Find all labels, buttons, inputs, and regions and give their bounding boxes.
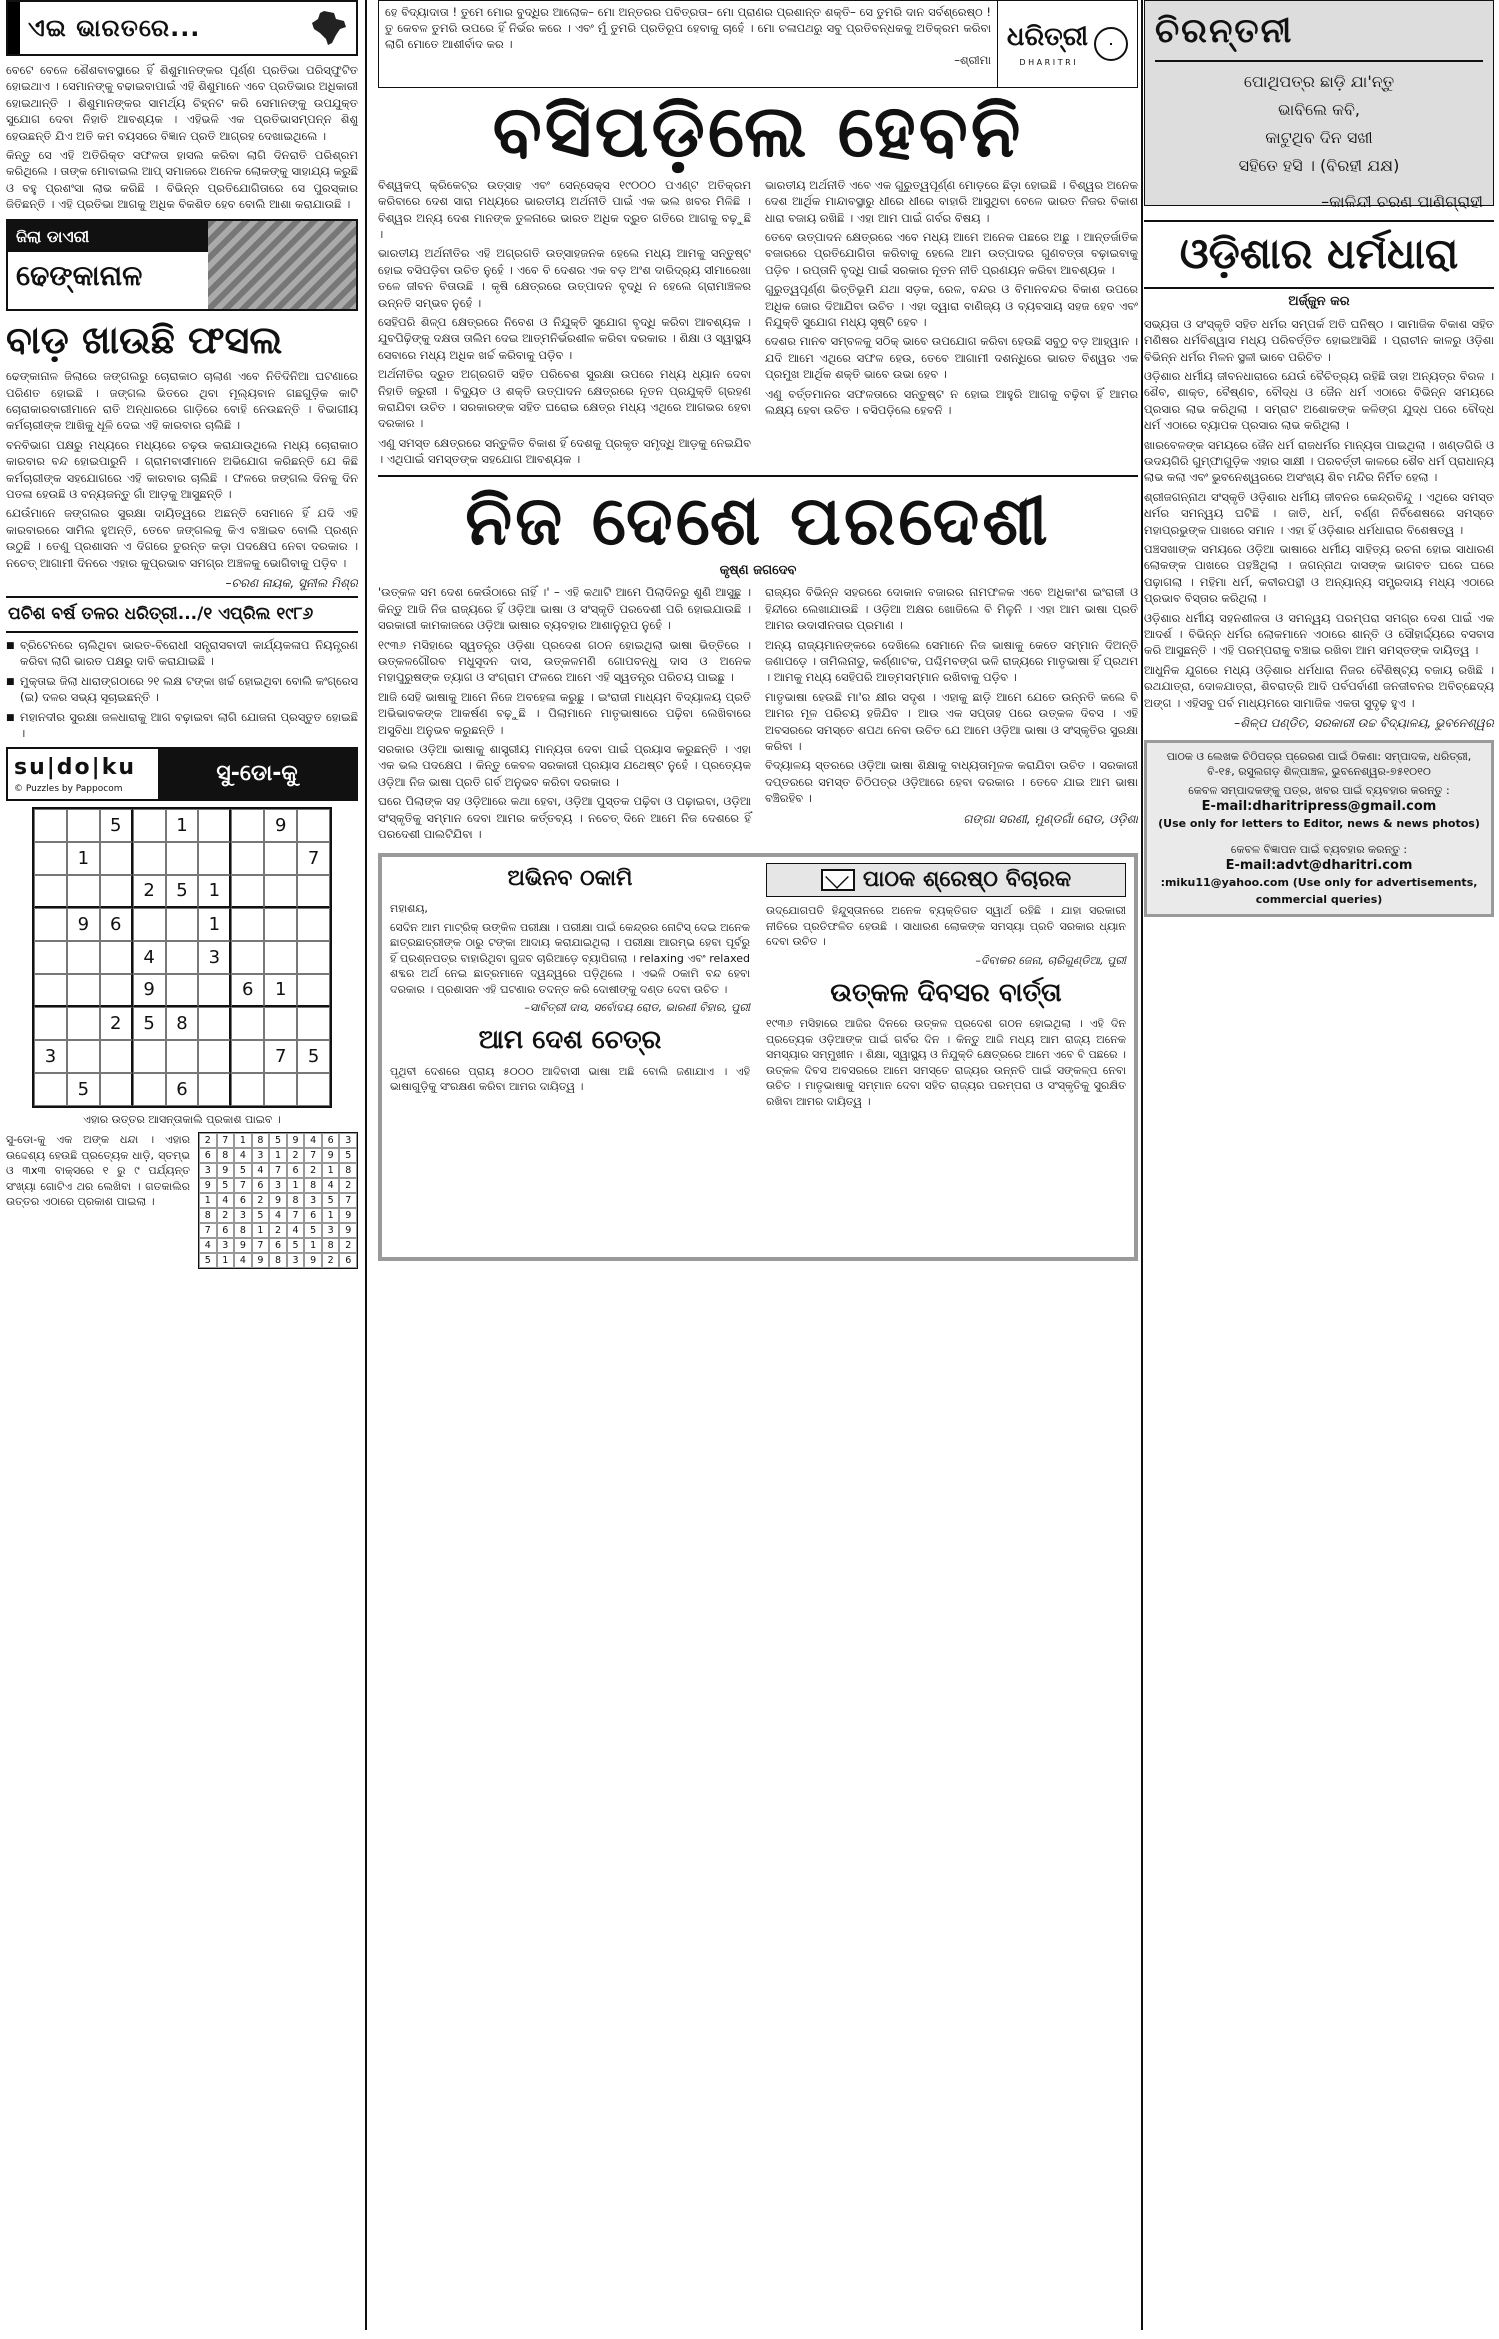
grid-cell: 6 <box>287 1163 305 1178</box>
center-column <box>378 0 1138 2330</box>
grid-cell: 9 <box>199 1178 217 1193</box>
grid-cell <box>297 1073 330 1106</box>
grid-cell: 4 <box>199 1238 217 1253</box>
grid-cell <box>198 1007 231 1040</box>
series-para-2: କିନ୍ତୁ ସେ ଏହି ଅତିରିକ୍ତ ସଫଳତା ହାସଲ କରିବା ଲାଗି ଦିନରାତି ପରିଶ୍ରମ କରିଥିଲେ । ତାଙ୍କ ମୋବାଇଲ ଆପ୍ ସମାଜରେ ଅନେକ ଲୋକଙ୍କୁ ସାହାଯ୍ୟ କରୁଛି ଓ ବହୁ ପ୍ରଶଂସା ଲାଭ କରିଛି । ବିଭିନ୍ନ ପ୍ରତିଯୋଗିତାରେ ସେ ପୁରସ୍କାର ଜିତିଛନ୍ତି । ଏହି ପ୍ରତିଭା ଆଗକୁ ଅଧିକ ବିକଶିତ ହେବ ବୋଲି ଆଶା କରାଯାଉଛି । <box>6 148 358 212</box>
grid-cell <box>297 941 330 974</box>
india-map-icon <box>306 9 350 47</box>
grid-cell: 6 <box>304 1208 322 1223</box>
grid-cell: 1 <box>217 1253 235 1268</box>
lead-para: ଦେଶର ମାନବ ସମ୍ବଳକୁ ସଠିକ୍ ଭାବେ ଉପଯୋଗ କରିବା ହେଉଛି ସବୁଠୁ ବଡ଼ ଆହ୍ୱାନ । ଯଦି ଆମେ ଏଥିରେ ସଫଳ ହେଉ, ତେବେ ଆଗାମୀ ଦଶନ୍ଧିରେ ଭାରତ ବିଶ୍ୱର ଏକ ପ୍ରମୁଖ ଆର୍ଥିକ ଶକ୍ତି ଭାବେ ଉଭା ହେବ । <box>765 334 1138 382</box>
grid-cell: 4 <box>287 1223 305 1238</box>
grid-cell <box>34 908 67 941</box>
contact-editor-email[interactable]: E-mail:dharitripress@gmail.com <box>1201 799 1437 815</box>
letter1-salute: ମହାଶୟ, <box>390 902 428 916</box>
grid-cell: 5 <box>67 1073 100 1106</box>
grid-cell: 9 <box>322 1148 340 1163</box>
letter2-body: ପୃଥିବୀ ଦେଶରେ ପ୍ରାୟ ୫୦୦୦ ଆଦିବାସୀ ଭାଷା ଅଛି ବୋଲି ଜଣାଯାଏ । ଏହି ଭାଷାଗୁଡ଼ିକୁ ସଂରକ୍ଷଣ କରିବା ଆମର ଦାୟିତ୍ୱ । <box>390 1064 750 1094</box>
feature-para: ସଭ୍ୟତା ଓ ସଂସ୍କୃତି ସହିତ ଧର୍ମର ସମ୍ପର୍କ ଅତି ଘନିଷ୍ଠ । ସାମାଜିକ ବିକାଶ ସହିତ ମଣିଷର ଧର୍ମବିଶ୍ୱାସ ମଧ୍ୟ ପରିବର୍ତ୍ତିତ ହୋଇଆସିଛି । ପ୍ରାଚୀନ କାଳରୁ ଓଡ଼ିଶା ବିଭିନ୍ନ ଧର୍ମର ମିଳନ ସ୍ଥଳୀ ଭାବେ ପରିଚିତ । <box>1144 316 1494 364</box>
letter1-body: ସେଦିନ ଆମ ମାଟ୍ରିକ୍ ଉଙ୍କିଳ ପରୀକ୍ଷା । ପରୀକ୍ଷା ପାଇଁ କେନ୍ଦ୍ରର ନୋଟିସ୍ ଦେଇ ଅନେକ ଛାତ୍ରଛାତ୍ରୀଙ୍କ ଠାରୁ ଟଙ୍କା ଆଦାୟ କରାଯାଇଥିଲା । ପରୀକ୍ଷା ଆରମ୍ଭ ହେବା ପୂର୍ବରୁ ହିଁ ପ୍ରଶ୍ନପତ୍ର ବାହାରିଥିବା ଗୁଜବ ଚାରିଆଡ଼େ ବ୍ୟାପିଗଲା । relaxing ଏବଂ relaxed ଶବ୍ଦର ଅର୍ଥ ନେଇ ଛାତ୍ରମାନେ ଦ୍ୱନ୍ଦ୍ୱରେ ପଡ଼ିଥିଲେ । ଏଭଳି ଠକାମି ବନ୍ଦ ହେବା ଦରକାର । ପ୍ରଶାସନ ଏହି ଘଟଣାର ତଦନ୍ତ କରି ଦୋଷୀଙ୍କୁ ଦଣ୍ଡ ଦେବା ଉଚିତ । <box>390 920 750 996</box>
second-para: 'ଉତ୍କଳ ସମ ଦେଶ କେଉଁଠାରେ ନାହିଁ ।' – ଏହି କଥାଟି ଆମେ ପିଲାଦିନରୁ ଶୁଣି ଆସୁଛୁ । କିନ୍ତୁ ଆଜି ନିଜ ରାଜ୍ୟରେ ହିଁ ଓଡ଼ିଆ ଭାଷା ଓ ସଂସ୍କୃତି ପରଦେଶୀ ପରି ହୋଇଯାଉଛି । ସରକାରୀ କାମକାଜରେ ଓଡ଼ିଆ ଭାଷାର ବ୍ୟବହାର ଆଶାନୁରୂପ ନୁହେଁ । <box>378 585 751 633</box>
lead-para: ବିଶ୍ୱକପ୍ କ୍ରିକେଟ୍‌ର ଉତ୍ସାହ ଏବଂ ସେନ୍‌ସେକ୍ସ ୧୯୦୦୦ ପଏଣ୍ଟ ଅତିକ୍ରମ କରିବାରେ ଦେଶ ସାରା ମଧ୍ୟରେ ଭାରତୀୟ ଅର୍ଥନୀତି ପାଇଁ ଏକ ଭଲ ଖବର ମିଳିଛି । ବିଶ୍ୱର ଅନ୍ୟ ଦେଶ ମାନଙ୍କ ତୁଳନାରେ ଭାରତ ଅଧିକ ଦ୍ରୁତ ଗତିରେ ଆଗକୁ ବଢ଼ୁଛି । <box>378 177 751 242</box>
left-column <box>6 0 358 2330</box>
grid-cell <box>231 1073 264 1106</box>
quote-line: କାଟୁଥିବ ଦିନ ସଖୀ <box>1265 128 1373 148</box>
grid-cell <box>198 1040 231 1073</box>
district-label-block <box>8 221 208 309</box>
grid-cell <box>297 809 330 842</box>
grid-cell: 1 <box>304 1238 322 1253</box>
grid-cell <box>133 842 166 875</box>
grid-cell <box>264 941 297 974</box>
lead-article <box>378 177 1138 471</box>
grid-cell: 7 <box>287 1208 305 1223</box>
quote-line: ସହିତେ ହସି । (ବିରହୀ ଯକ୍ଷ) <box>1238 156 1400 176</box>
grid-cell <box>67 809 100 842</box>
grid-cell: 8 <box>234 1223 252 1238</box>
letter4-headline: ଉତ୍କଳ ଦିବସର ବାର୍ତ୍ତା <box>830 977 1062 1008</box>
solution-block <box>6 1132 358 1269</box>
section-divider <box>378 475 1138 477</box>
grid-cell <box>297 1007 330 1040</box>
grid-cell <box>264 842 297 875</box>
grid-cell: 7 <box>304 1148 322 1163</box>
letter3-sign: –ଦିବାକର ଜେନା, ଚାରିଗୁଣ୍ଡିଆ, ପୁରୀ <box>975 953 1126 967</box>
grid-cell: 1 <box>252 1223 270 1238</box>
grid-cell: 9 <box>287 1133 305 1148</box>
quote-author: –କାଳିନ୍ଦୀ ଚରଣ ପାଣିଗ୍ରାହୀ <box>1321 192 1483 212</box>
grid-cell: 5 <box>217 1178 235 1193</box>
grid-cell: 3 <box>217 1238 235 1253</box>
grid-cell: 5 <box>339 1148 357 1163</box>
letters-section-header <box>766 863 1126 897</box>
grid-cell <box>231 842 264 875</box>
feature-headline: ଓଡ଼ିଶାର ଧର୍ମଧାରା <box>1144 220 1494 289</box>
grid-cell: 8 <box>287 1193 305 1208</box>
grid-cell <box>34 974 67 1007</box>
grid-cell: 3 <box>304 1193 322 1208</box>
grid-cell: 8 <box>339 1163 357 1178</box>
second-headline: ନିଜ ଦେଶେ ପରଦେଶୀ <box>465 481 1051 561</box>
grid-cell <box>100 875 133 908</box>
letter1-sign: –ସାବିତ୍ରୀ ଦାସ, ସର୍ବୋଦୟ ରୋଡ, ଭାରଣୀ ବିହାର, ପୁରୀ <box>524 1001 750 1015</box>
grid-cell: 3 <box>269 1178 287 1193</box>
grid-cell: 8 <box>269 1253 287 1268</box>
grid-cell: 8 <box>252 1133 270 1148</box>
grid-cell <box>198 809 231 842</box>
grid-cell: 1 <box>198 875 231 908</box>
second-article <box>378 584 1138 845</box>
district-diary-box <box>6 219 358 311</box>
grid-cell <box>231 875 264 908</box>
grid-cell <box>166 1040 199 1073</box>
series-bar <box>8 2 20 54</box>
grid-cell: 2 <box>339 1238 357 1253</box>
grid-cell <box>34 1007 67 1040</box>
grid-cell <box>34 809 67 842</box>
grid-cell: 9 <box>67 908 100 941</box>
grid-cell: 2 <box>304 1163 322 1178</box>
second-article-sign: ଗଙ୍ଗା ସରଣୀ, ମୁଣ୍ଡଗାଁ ରୋଡ, ଓଡ଼ିଶା <box>963 811 1138 826</box>
grid-cell: 8 <box>322 1238 340 1253</box>
grid-cell: 5 <box>199 1253 217 1268</box>
grid-cell <box>34 1073 67 1106</box>
second-byline: କୃଷ୍ଣ ଜଗଦେବ <box>719 562 797 578</box>
logo-name: ଧରିତ୍ରୀ <box>1006 22 1089 53</box>
grid-cell <box>231 1040 264 1073</box>
lead-article-col-2 <box>765 177 1138 471</box>
grid-cell: 5 <box>304 1223 322 1238</box>
grid-cell: 1 <box>287 1178 305 1193</box>
solution-text: ସୁ-ଡୋ-କୁ ଏକ ଅଙ୍କ ଧନ୍ଦା । ଏହାର ଉଦ୍ଦେଶ୍ୟ ହେଉଛି ପ୍ରତ୍ୟେକ ଧାଡ଼ି, ସ୍ତମ୍ଭ ଓ ୩x୩ ବାକ୍ସରେ ୧ ରୁ ୯ ପର୍ଯ୍ୟନ୍ତ ସଂଖ୍ୟା ଗୋଟିଏ ଥର ଲେଖିବା । ଗତକାଲିର ଉତ୍ତର ଏଠାରେ ପ୍ରକାଶ ପାଇଲା । <box>6 1133 190 1208</box>
grid-cell <box>297 908 330 941</box>
grid-cell: 1 <box>199 1193 217 1208</box>
contact-box <box>1144 740 1494 917</box>
grid-cell: 8 <box>217 1148 235 1163</box>
grid-cell: 3 <box>322 1223 340 1238</box>
grid-cell <box>100 842 133 875</box>
grid-cell <box>100 1040 133 1073</box>
district-para-2: ବନବିଭାଗ ପକ୍ଷରୁ ମଧ୍ୟରେ ମଧ୍ୟରେ ଚଢ଼ଉ କରାଯାଉଥିଲେ ମଧ୍ୟ ଚୋରାକାଠ କାରବାର ବନ୍ଦ ହୋଇପାରୁନି । ଗ୍ରାମବାସୀମାନେ ଅଭିଯୋଗ କରିଛନ୍ତି ଯେ କିଛି କର୍ମଚାରୀଙ୍କ ସହଯୋଗରେ ଏହି କାରବାର ଚାଲିଛି । ଫଳରେ ଜଙ୍ଗଲ ଦିନକୁ ଦିନ ପତଳା ହେଉଛି ଓ ବନ୍ୟଜନ୍ତୁ ଗାଁ ଆଡ଼କୁ ଆସୁଛନ୍ତି । <box>6 437 358 501</box>
grid-cell: 4 <box>269 1208 287 1223</box>
sudoku-header <box>6 747 358 801</box>
grid-cell <box>34 875 67 908</box>
grid-cell: 4 <box>304 1133 322 1148</box>
grid-cell <box>264 1007 297 1040</box>
grid-cell: 9 <box>252 1253 270 1268</box>
grid-cell: 1 <box>67 842 100 875</box>
grid-cell: 9 <box>304 1253 322 1268</box>
grid-cell: 4 <box>252 1163 270 1178</box>
contact-ads-note: :miku11@yahoo.com (Use only for advertisements, commercial queries) <box>1160 876 1478 907</box>
district-label: ଜିଲା ଡାଏରୀ <box>8 221 208 252</box>
second-para: ଘରେ ପିଲାଙ୍କ ସହ ଓଡ଼ିଆରେ କଥା ହେବା, ଓଡ଼ିଆ ପୁସ୍ତକ ପଢ଼ିବା ଓ ପଢ଼ାଇବା, ଓଡ଼ିଆ ସଂସ୍କୃତିକୁ ସମ୍ମାନ ଦେବା ଆମର କର୍ତ୍ତବ୍ୟ । ନଚେତ୍ ଦିନେ ଆମେ ନିଜ ଦେଶରେ ହିଁ ପରଦେଶୀ ପାଲଟିଯିବା । <box>378 794 751 842</box>
prayer-note <box>379 1 997 87</box>
grid-cell: 7 <box>217 1133 235 1148</box>
grid-cell: 6 <box>100 908 133 941</box>
district-name: ଢେଙ୍କାନାଳ <box>16 258 143 292</box>
grid-cell <box>133 1073 166 1106</box>
second-article-col-2 <box>765 584 1138 845</box>
grid-cell: 7 <box>339 1193 357 1208</box>
quote-line: ଭାବିଲେ କବି, <box>1278 100 1360 120</box>
grid-cell <box>67 875 100 908</box>
logo-box <box>997 1 1137 87</box>
grid-cell: 4 <box>234 1253 252 1268</box>
grid-cell: 9 <box>234 1238 252 1253</box>
grid-cell: 9 <box>269 1193 287 1208</box>
quote-title: ଚିରନ୍ତନୀ <box>1155 7 1483 62</box>
contact-gap <box>1155 832 1483 842</box>
letters-col-1 <box>382 857 758 1257</box>
district-headline: ବାଡ଼ ଖାଉଛି ଫସଲ <box>6 317 283 362</box>
sudoku-logo <box>8 749 158 799</box>
lead-article-col-1 <box>378 177 751 471</box>
lead-para: ତେବେ ଉତ୍ପାଦନ କ୍ଷେତ୍ରରେ ଏବେ ମଧ୍ୟ ଆମେ ଅନେକ ପଛରେ ଅଛୁ । ଆନ୍ତର୍ଜାତିକ ବଜାରରେ ପ୍ରତିଯୋଗିତା କରିବାକୁ ହେଲେ ଆମ ଉତ୍ପାଦର ଗୁଣବତ୍ତା ବଢ଼ାଇବାକୁ ପଡ଼ିବ । ରପ୍ତାନି ବୃଦ୍ଧି ପାଇଁ ସରକାର ନୂତନ ନୀତି ପ୍ରଣୟନ କରିବା ଆବଶ୍ୟକ । <box>765 230 1138 277</box>
grid-cell <box>166 908 199 941</box>
lead-para: ଭାରତୀୟ ଅର୍ଥନୀତି ଏବେ ଏକ ଗୁରୁତ୍ୱପୂର୍ଣ୍ଣ ମୋଡ଼ରେ ଛିଡ଼ା ହୋଇଛି । ବିଶ୍ୱର ଅନେକ ଦେଶ ଆର୍ଥିକ ମାନ୍ଦାବସ୍ଥାରୁ ଧୀରେ ଧୀରେ ବାହାରି ଆସୁଥିବା ବେଳେ ଭାରତ ନିଜର ବିକାଶ ଧାରା ବଜାୟ ରଖିଛି । ଏହା ଆମ ପାଇଁ ଗର୍ବର ବିଷୟ । <box>765 177 1138 225</box>
grid-cell: 6 <box>339 1253 357 1268</box>
second-para: ମାତୃଭାଷା ହେଉଛି ମା'ର କ୍ଷୀର ସଦୃଶ । ଏହାକୁ ଛାଡ଼ି ଆମେ ଯେତେ ଉନ୍ନତି କଲେ ବି ଆମର ମୂଳ ପରିଚୟ ହଜିଯିବ । ଆଉ ଏକ ସପ୍ତାହ ପରେ ଉତ୍କଳ ଦିବସ । ଏହି ଅବସରରେ ସମସ୍ତେ ଶପଥ ନେବା ଉଚିତ ଯେ ଆମେ ଓଡ଼ିଆ ଭାଷା ଓ ସଂସ୍କୃତିର ସୁରକ୍ଷା କରିବା । <box>765 689 1138 753</box>
grid-cell <box>100 1073 133 1106</box>
masthead-strip <box>378 0 1138 88</box>
grid-cell: 6 <box>234 1193 252 1208</box>
grid-cell: 3 <box>34 1040 67 1073</box>
grid-cell: 5 <box>287 1238 305 1253</box>
past-item: ■ ମୁକ୍ତାଇ ଜିଲା ଧାରାଙ୍ଗଠାରେ ୨୧ ଲକ୍ଷ ଟଙ୍କା ଖର୍ଚ୍ଚ ହୋଇଥିବା ବୋଲି କଂଗ୍ରେସ (ଇ) ଦଳର ସଭ୍ୟ ସୂଚାଇଛନ୍ତି । <box>6 673 358 705</box>
grid-cell: 6 <box>252 1178 270 1193</box>
grid-cell: 2 <box>217 1208 235 1223</box>
grid-cell <box>264 1073 297 1106</box>
district-para-3: ଯେଉଁମାନେ ଜଙ୍ଗଲର ସୁରକ୍ଷା ଦାୟିତ୍ୱରେ ଅଛନ୍ତି ସେମାନେ ହିଁ ଯଦି ଏହି କାରବାରରେ ସାମିଲ ହୁଅନ୍ତି, ତେବେ ଜଙ୍ଗଲକୁ କିଏ ବଞ୍ଚାଇବ ବୋଲି ପ୍ରଶ୍ନ ଉଠୁଛି । ତେଣୁ ପ୍ରଶାସନ ଏ ଦିଗରେ ତୁରନ୍ତ କଡ଼ା ପଦକ୍ଷେପ ନେବା ଦରକାର । ନଚେତ୍ ଆଗାମୀ ଦିନରେ ଏହାର କୁପ୍ରଭାବ ସମଗ୍ର ଅଞ୍ଚଳକୁ ଭୋଗିବାକୁ ପଡ଼ିବ । <box>6 506 358 570</box>
grid-cell: 2 <box>100 1007 133 1040</box>
grid-cell: 7 <box>199 1223 217 1238</box>
grid-cell <box>133 908 166 941</box>
grid-cell: 2 <box>322 1253 340 1268</box>
grid-cell: 8 <box>199 1208 217 1223</box>
feature-author: ଅର୍ଜ୍ଜୁନ କର <box>1288 293 1350 309</box>
series-header <box>6 0 358 56</box>
grid-cell: 1 <box>322 1208 340 1223</box>
grid-cell: 2 <box>269 1223 287 1238</box>
lead-para: ଏଣୁ ବର୍ତ୍ତମାନର ସଫଳତାରେ ସନ୍ତୁଷ୍ଟ ନ ହୋଇ ଆହୁରି ଆଗକୁ ବଢ଼ିବା ହିଁ ଆମର ଲକ୍ଷ୍ୟ ହେବା ଉଚିତ । ବସିପଡ଼ିଲେ ହେବନି । <box>765 386 1138 418</box>
grid-cell <box>133 1040 166 1073</box>
grid-cell <box>198 974 231 1007</box>
second-para: ୧୯୩୬ ମସିହାରେ ସ୍ୱତନ୍ତ୍ର ଓଡ଼ିଶା ପ୍ରଦେଶ ଗଠନ ହୋଇଥିଲା ଭାଷା ଭିତ୍ତିରେ । ଉତ୍କଳଗୌରବ ମଧୁସୂଦନ ଦାସ, ଉତ୍କଳମଣି ଗୋପବନ୍ଧୁ ଦାସ ଓ ଅନେକ ମହାପୁରୁଷଙ୍କ ତ୍ୟାଗ ଓ ସଂଗ୍ରାମ ଫଳରେ ଆମେ ଏହି ସ୍ୱତନ୍ତ୍ର ପରିଚୟ ପାଇଛୁ । <box>378 637 751 685</box>
grid-cell <box>198 842 231 875</box>
letter4-body: ୧୯୩୬ ମସିହାରେ ଆଜିର ଦିନରେ ଉତ୍କଳ ପ୍ରଦେଶ ଗଠନ ହୋଇଥିଲା । ଏହି ଦିନ ପ୍ରତ୍ୟେକ ଓଡ଼ିଆଙ୍କ ପାଇଁ ଗର୍ବର ଦିନ । କିନ୍ତୁ ଆଜି ମଧ୍ୟ ଆମ ରାଜ୍ୟ ଅନେକ ସମସ୍ୟାର ସମ୍ମୁଖୀନ । ଶିକ୍ଷା, ସ୍ୱାସ୍ଥ୍ୟ ଓ ନିଯୁକ୍ତି କ୍ଷେତ୍ରରେ ଆମେ ଏବେ ବି ପଛରେ । ଉତ୍କଳ ଦିବସ ଅବସରରେ ଆମେ ସମସ୍ତେ ରାଜ୍ୟର ଉନ୍ନତି ପାଇଁ ସଙ୍କଳ୍ପ ନେବା ଉଚିତ । ମାତୃଭାଷାକୁ ସମ୍ମାନ ଦେବା ସହିତ ରାଜ୍ୟର ପରମ୍ପରା ଓ ସଂସ୍କୃତିକୁ ସୁରକ୍ଷିତ ରଖିବା ଆମର ଦାୟିତ୍ୱ । <box>766 1017 1126 1108</box>
series-para-1: ବେଟେ ବେଳେ ଶୈଶବାବସ୍ଥାରେ ହିଁ ଶିଶୁମାନଙ୍କର ପୂର୍ଣ୍ଣ ପ୍ରତିଭା ପରିସ୍ଫୁଟିତ ହୋଇଥାଏ । ସେମାନଙ୍କୁ ବଢାଇବାପାଇଁ ଏହି ଶିଶୁମାନେ ଏବେ ପ୍ରତିଭାର ଅଧିକାରୀ ହୋଇଥାନ୍ତି । ଶିଶୁମାନଙ୍କର ସାମର୍ଥ୍ୟ ଚିହ୍ନଟ କରି ସେମାନଙ୍କୁ ଉପଯୁକ୍ତ ସୁଯୋଗ ଦେବା ନିହାତି ଆବଶ୍ୟକ । ଏହିଭଳି ଏକ ପ୍ରତିଭାସମ୍ପନ୍ନ ଶିଶୁ ହେଉଛନ୍ତି ଯିଏ ଅତି କମ ବୟସରେ ବିଜ୍ଞାନ ପ୍ରତି ଆଗ୍ରହ ଦେଖାଇଥିଲେ । <box>6 63 358 143</box>
sudoku-wordmark: su|do|ku <box>14 754 136 780</box>
grid-cell: 3 <box>198 941 231 974</box>
grid-cell <box>264 875 297 908</box>
grid-cell <box>100 974 133 1007</box>
grid-cell: 7 <box>297 842 330 875</box>
lead-para: ଏଣୁ ସମସ୍ତ କ୍ଷେତ୍ରରେ ସନ୍ତୁଳିତ ବିକାଶ ହିଁ ଦେଶକୁ ପ୍ରକୃତ ସମୃଦ୍ଧି ଆଡ଼କୁ ନେଇଯିବ । ଏଥିପାଇଁ ସମସ୍ତଙ୍କ ସହଯୋଗ ଆବଶ୍ୟକ । <box>378 435 751 467</box>
grid-cell: 2 <box>252 1193 270 1208</box>
district-photo <box>208 221 356 309</box>
grid-cell <box>100 941 133 974</box>
grid-cell: 5 <box>269 1133 287 1148</box>
grid-cell: 7 <box>269 1163 287 1178</box>
lead-headline: ବସିପଡ଼ିଲେ ହେବନି <box>492 89 1024 173</box>
grid-cell: 4 <box>133 941 166 974</box>
quote-verse <box>1155 68 1483 180</box>
grid-cell: 3 <box>234 1208 252 1223</box>
grid-cell: 2 <box>339 1178 357 1193</box>
grid-cell: 9 <box>217 1163 235 1178</box>
grid-cell: 8 <box>304 1178 322 1193</box>
grid-cell: 9 <box>133 974 166 1007</box>
grid-cell: 1 <box>264 974 297 1007</box>
grid-cell: 9 <box>339 1223 357 1238</box>
grid-cell <box>166 842 199 875</box>
lead-para: ଅର୍ଥନୀତିର ଦ୍ରୁତ ଅଗ୍ରଗତି ସହିତ ପରିବେଶ ସୁରକ୍ଷା ଉପରେ ମଧ୍ୟ ଧ୍ୟାନ ଦେବା ନିହାତି ଜରୁରୀ । ବିଦ୍ୟୁତ ଓ ଶକ୍ତି ଉତ୍ପାଦନ କ୍ଷେତ୍ରରେ ନୂତନ ପ୍ରଯୁକ୍ତି ଗ୍ରହଣ କରାଯିବା ଉଚିତ । ସରକାରଙ୍କ ସହିତ ଘରୋଇ କ୍ଷେତ୍ର ମଧ୍ୟ ଏଥିରେ ଆଗଭର ହେବା ଦରକାର । <box>378 367 751 431</box>
grid-cell: 9 <box>339 1208 357 1223</box>
grid-cell: 6 <box>217 1223 235 1238</box>
grid-cell: 3 <box>252 1148 270 1163</box>
grid-cell: 1 <box>234 1133 252 1148</box>
grid-cell <box>67 1007 100 1040</box>
sudoku-grid <box>32 807 332 1108</box>
series-title: ଏଇ ଭାରତରେ... <box>28 13 201 42</box>
grid-cell <box>166 941 199 974</box>
grid-cell: 6 <box>231 974 264 1007</box>
solution-grid <box>198 1132 358 1269</box>
past-item: ■ ମହାନଦୀର ସୁରକ୍ଷା ଜଳଧାରାକୁ ଆଗ ବଢ଼ାଇବା ଲାଗି ଯୋଜନା ପ୍ରସ୍ତୁତ ହୋଇଛି । <box>6 709 358 741</box>
letter2-headline: ଆମ ଦେଶ ଚେତ୍ର <box>478 1025 662 1056</box>
feature-para: ପଞ୍ଚସଖାଙ୍କ ସମୟରେ ଓଡ଼ିଆ ଭାଷାରେ ଧର୍ମୀୟ ସାହିତ୍ୟ ରଚନା ହୋଇ ସାଧାରଣ ଲୋକଙ୍କ ପାଖରେ ପହଞ୍ଚିଥିଲା । ଜଗନ୍ନାଥ ଦାସଙ୍କ ଭାଗବତ ଘରେ ଘରେ ପଢ଼ାଗଲା । ମହିମା ଧର୍ମ, କବୀରପନ୍ଥୀ ଓ ଅନ୍ୟାନ୍ୟ ସମ୍ପ୍ରଦାୟ ମଧ୍ୟ ଏଠାରେ ପ୍ରଭାବ ବିସ୍ତାର କରିଥିଲା । <box>1144 542 1494 606</box>
second-para: ଆଜି ସେହି ଭାଷାକୁ ଆମେ ନିଜେ ଅବହେଳା କରୁଛୁ । ଇଂରାଜୀ ମାଧ୍ୟମ ବିଦ୍ୟାଳୟ ପ୍ରତି ଅଭିଭାବକଙ୍କ ଆକର୍ଷଣ ବଢ଼ୁଛି । ପିଲାମାନେ ମାତୃଭାଷାରେ ପଢ଼ିବା ଲେଖିବାରେ ଅସୁବିଧା ଅନୁଭବ କରୁଛନ୍ତି । <box>378 689 751 737</box>
prayer-sign: –ଶ୍ରୀମା <box>954 53 991 67</box>
contact-ads-label: କେବଳ ବିଜ୍ଞାପନ ପାଇଁ ବ୍ୟବହାର କରନ୍ତୁ : <box>1230 843 1408 857</box>
wheel-icon <box>1094 27 1128 61</box>
past-section-header: ପଚିଶ ବର୍ଷ ତଳର ଧରିତ୍ରୀ.../୧ ଏପ୍ରିଲ ୧୯୮୬ <box>6 596 358 633</box>
grid-cell <box>231 1007 264 1040</box>
letters-section-title: ପାଠକ ଶ୍ରେଷ୍ଠ ବିଚାରକ <box>862 867 1072 893</box>
grid-cell <box>231 809 264 842</box>
grid-cell <box>34 842 67 875</box>
grid-cell: 6 <box>322 1133 340 1148</box>
grid-cell: 2 <box>287 1148 305 1163</box>
second-article-col-1 <box>378 584 751 845</box>
column-divider <box>365 0 367 2330</box>
second-para: ରାଜ୍ୟର ବିଭିନ୍ନ ସହରରେ ଦୋକାନ ବଜାରର ନାମଫଳକ ଏବେ ଅଧିକାଂଶ ଇଂରାଜୀ ଓ ହିନ୍ଦୀରେ ଲେଖାଯାଉଛି । ଓଡ଼ିଆ ଅକ୍ଷର ଖୋଜିଲେ ବି ମିଳୁନି । ଏହା ଆମ ଭାଷା ପ୍ରତି ଆମର ଉଦାସୀନତାର ପ୍ରମାଣ । <box>765 585 1138 633</box>
right-column <box>1144 0 1494 2330</box>
past-item: ■ ବ୍ରିଟେନରେ ଚାଲିଥିବା ଭାରତ-ବିରୋଧୀ ସନ୍ତ୍ରାସବାଦୀ କାର୍ଯ୍ୟକଳାପ ନିୟନ୍ତ୍ରଣ କରିବା ଲାଗି ଭାରତ ପକ୍ଷରୁ ଦାବି କରାଯାଇଛି । <box>6 637 358 669</box>
letters-section <box>378 853 1138 1261</box>
grid-cell: 8 <box>166 1007 199 1040</box>
second-para: ବିଦ୍ୟାଳୟ ସ୍ତରରେ ଓଡ଼ିଆ ଭାଷା ଶିକ୍ଷାକୁ ବାଧ୍ୟତାମୂଳକ କରାଯିବା ଉଚିତ । ସରକାରୀ ଦପ୍ତରରେ ସମସ୍ତ ଚିଠିପତ୍ର ଓଡ଼ିଆରେ ହେବା ଦରକାର । ତେବେ ଯାଇ ଆମ ଭାଷା ବଞ୍ଚିରହିବ । <box>765 758 1138 806</box>
grid-cell: 6 <box>166 1073 199 1106</box>
grid-cell <box>231 941 264 974</box>
grid-cell: 9 <box>264 809 297 842</box>
grid-cell: 5 <box>133 1007 166 1040</box>
lead-para: ଭାରତୀୟ ଅର୍ଥନୀତିର ଏହି ଅଗ୍ରଗତି ଉତ୍ସାହଜନକ ହେଲେ ମଧ୍ୟ ଆମକୁ ସନ୍ତୁଷ୍ଟ ହୋଇ ବସିପଡ଼ିବା ଉଚିତ ନୁହେଁ । ଏବେ ବି ଦେଶର ଏକ ବଡ଼ ଅଂଶ ଦାରିଦ୍ର୍ୟ ସୀମାରେଖା ତଳେ ଜୀବନ ବିତାଉଛି । କୃଷି କ୍ଷେତ୍ରରେ ଉତ୍ପାଦନ ବୃଦ୍ଧି ନ ହେଲେ ଗ୍ରାମାଞ୍ଚଳର ଉନ୍ନତି ସମ୍ଭବ ନୁହେଁ । <box>378 246 751 310</box>
feature-para: ଖାରବେଳଙ୍କ ସମୟରେ ଜୈନ ଧର୍ମ ରାଜଧର୍ମର ମାନ୍ୟତା ପାଇଥିଲା । ଖଣ୍ଡଗିରି ଓ ଉଦୟଗିରି ଗୁମ୍ଫାଗୁଡ଼ିକ ଏହାର ସାକ୍ଷୀ । ପରବର୍ତ୍ତୀ କାଳରେ ଶୈବ ଧର୍ମ ପ୍ରାଧାନ୍ୟ ଲାଭ କଲା ଏବଂ ଭୁବନେଶ୍ୱରରେ ଅସଂଖ୍ୟ ଶିବ ମନ୍ଦିର ନିର୍ମିତ ହେଲା । <box>1144 437 1494 485</box>
grid-cell <box>67 974 100 1007</box>
grid-cell: 5 <box>100 809 133 842</box>
grid-cell: 5 <box>166 875 199 908</box>
grid-cell: 7 <box>252 1238 270 1253</box>
grid-cell: 3 <box>339 1133 357 1148</box>
grid-cell <box>297 974 330 1007</box>
past-list <box>6 637 358 741</box>
contact-address: ପାଠକ ଓ ଲେଖକ ଚିଠିପତ୍ର ପ୍ରେରଣ ପାଇଁ ଠିକଣା: ସମ୍ପାଦକ, ଧରିତ୍ରୀ, ବି-୧୫, ରସୁଲଗଡ଼ ଶିଳ୍ପାଞ୍ଚଳ, ଭୁବନେଶ୍ୱର-୭୫୧୦୧୦ <box>1166 750 1472 779</box>
grid-cell: 6 <box>199 1148 217 1163</box>
grid-cell: 7 <box>264 1040 297 1073</box>
feature-sign: –ଶିଳ୍ପ ପଣ୍ଡିତ, ସରକାରୀ ଉଚ୍ଚ ବିଦ୍ୟାଳୟ, ଭୁବନେଶ୍ୱର <box>1234 716 1494 731</box>
second-para: ସରକାର ଓଡ଼ିଆ ଭାଷାକୁ ଶାସ୍ତ୍ରୀୟ ମାନ୍ୟତା ଦେବା ପାଇଁ ପ୍ରୟାସ କରୁଛନ୍ତି । ଏହା ଏକ ଭଲ ପଦକ୍ଷେପ । କିନ୍ତୁ କେବଳ ସରକାରୀ ପ୍ରୟାସ ଯଥେଷ୍ଟ ନୁହେଁ । ପ୍ରତ୍ୟେକ ଓଡ଼ିଆ ନିଜ ଭାଷା ପ୍ରତି ଗର୍ବ ଅନୁଭବ କରିବା ଦରକାର । <box>378 742 751 789</box>
grid-cell: 2 <box>199 1133 217 1148</box>
feature-para: ଆଧୁନିକ ଯୁଗରେ ମଧ୍ୟ ଓଡ଼ିଶାର ଧର୍ମଧାରା ନିଜର ବୈଶିଷ୍ଟ୍ୟ ବଜାୟ ରଖିଛି । ରଥଯାତ୍ରା, ଦୋଳଯାତ୍ରା, ଶିବରାତ୍ରି ଆଦି ପର୍ବପର୍ବାଣୀ ଜନଜୀବନର ଅବିଚ୍ଛେଦ୍ୟ ଅଙ୍ଗ । ଏହିସବୁ ପର୍ବ ମାଧ୍ୟମରେ ସାମାଜିକ ଏକତା ସୁଦୃଢ଼ ହୁଏ । <box>1144 662 1494 710</box>
logo-sub: D H A R I T R I <box>1019 58 1076 68</box>
grid-cell: 5 <box>322 1193 340 1208</box>
contact-editor-label: କେବଳ ସମ୍ପାଦକଙ୍କୁ ପତ୍ର, ଖବର ପାଇଁ ବ୍ୟବହାର କରନ୍ତୁ : <box>1188 784 1450 798</box>
grid-cell <box>231 908 264 941</box>
lead-para: ସେହିପରି ଶିଳ୍ପ କ୍ଷେତ୍ରରେ ନିବେଶ ଓ ନିଯୁକ୍ତି ସୁଯୋଗ ବୃଦ୍ଧି କରିବା ଆବଶ୍ୟକ । ଯୁବପିଢ଼ିଙ୍କୁ ଦକ୍ଷତା ତାଲିମ ଦେଇ ଆତ୍ମନିର୍ଭରଶୀଳ କରିବା ଦରକାର । ଶିକ୍ଷା ଓ ସ୍ୱାସ୍ଥ୍ୟ ସେବାରେ ମଧ୍ୟ ଅଧିକ ଖର୍ଚ୍ଚ କରିବାକୁ ପଡ଼ିବ । <box>378 315 751 362</box>
grid-cell: 1 <box>198 908 231 941</box>
logo-text <box>1007 19 1088 68</box>
second-para: ଅନ୍ୟ ରାଜ୍ୟମାନଙ୍କରେ ଦେଖିଲେ ସେମାନେ ନିଜ ଭାଷାକୁ କେତେ ସମ୍ମାନ ଦିଅନ୍ତି ଜଣାପଡ଼େ । ତାମିଲନାଡୁ, କର୍ଣ୍ଣାଟକ, ପଶ୍ଚିମବଙ୍ଗ ଭଳି ରାଜ୍ୟରେ ମାତୃଭାଷା ହିଁ ପ୍ରଥମ । ଆମକୁ ମଧ୍ୟ ସେହିପରି ଆତ୍ମସମ୍ମାନ ରଖିବାକୁ ପଡ଼ିବ । <box>765 637 1138 685</box>
feature-para: ଓଡ଼ିଶାର ଧର୍ମୀୟ ସହନଶୀଳତା ଓ ସମନ୍ୱୟ ପରମ୍ପରା ସମଗ୍ର ଦେଶ ପାଇଁ ଏକ ଆଦର୍ଶ । ବିଭିନ୍ନ ଧର୍ମର ଲୋକମାନେ ଏଠାରେ ଶାନ୍ତି ଓ ସୌହାର୍ଦ୍ଦ୍ୟରେ ବସବାସ କରି ଆସୁଛନ୍ତି । ଏହି ପରମ୍ପରାକୁ ବଞ୍ଚାଇ ରଖିବା ଆମ ସମସ୍ତଙ୍କ ଦାୟିତ୍ୱ । <box>1144 610 1494 658</box>
grid-cell: 6 <box>269 1238 287 1253</box>
grid-cell: 7 <box>234 1178 252 1193</box>
grid-cell <box>198 1073 231 1106</box>
district-byline: –ଚରଣ ନାୟକ, ସୁନୀଲ ମିଶ୍ର <box>225 576 358 591</box>
grid-cell <box>264 908 297 941</box>
quote-box <box>1144 0 1494 212</box>
prayer-text: ହେ ବିଦ୍ୟାଦାତା ! ତୁମେ ମୋର ବୁଦ୍ଧିର ଆଲୋକ– ମୋ ଅନ୍ତରର ପବିତ୍ରତା– ମୋ ପ୍ରାଣର ପ୍ରଶାନ୍ତ ଶକ୍ତି– ସେ ତୁମରି ଦାନ ସର୍ବଶ୍ରେଷ୍ଠ ! ତୁ କେବଳ ତୁମରି ଉପରେ ହିଁ ନିର୍ଭର କରେ । ଏବଂ ମୁଁ ତୁମରି ପ୍ରତିରୂପ ହେବାକୁ ଚାହେଁ । ମୋ ଚଳାପଥରୁ ସବୁ ପ୍ରତିବନ୍ଧକକୁ ଅତିକ୍ରମ କରିବା ଲାଗି ମୋତେ ଆଶୀର୍ବାଦ କର । <box>385 5 991 51</box>
lead-para: ଗୁରୁତ୍ୱପୂର୍ଣ୍ଣ ଭିତ୍ତିଭୂମି ଯଥା ସଡ଼କ, ରେଳ, ବନ୍ଦର ଓ ବିମାନବନ୍ଦର ବିକାଶ ଉପରେ ଅଧିକ ଜୋର ଦିଆଯିବା ଉଚିତ । ଏହା ଦ୍ୱାରା ବାଣିଜ୍ୟ ଓ ବ୍ୟବସାୟ ସହଜ ହେବ ଏବଂ ନିଯୁକ୍ତି ସୁଯୋଗ ମଧ୍ୟ ସୃଷ୍ଟି ହେବ । <box>765 282 1138 330</box>
sudoku-title: ସୁ-ଡୋ-କୁ <box>158 749 356 799</box>
grid-cell: 5 <box>297 1040 330 1073</box>
grid-cell: 2 <box>133 875 166 908</box>
grid-cell: 4 <box>234 1148 252 1163</box>
grid-cell: 4 <box>322 1178 340 1193</box>
grid-cell: 5 <box>252 1208 270 1223</box>
grid-cell <box>67 1040 100 1073</box>
grid-cell: 3 <box>287 1253 305 1268</box>
contact-editor-note: (Use only for letters to Editor, news & news photos) <box>1158 817 1480 831</box>
grid-cell: 5 <box>234 1163 252 1178</box>
sudoku-credit: © Puzzles by Pappocom <box>14 784 123 795</box>
grid-cell: 1 <box>166 809 199 842</box>
letters-col-2 <box>758 857 1134 1257</box>
grid-cell <box>297 875 330 908</box>
grid-cell: 3 <box>199 1163 217 1178</box>
district-para-1: ଢେଙ୍କାନାଳ ଜିଲାରେ ଜଙ୍ଗଲରୁ ଚୋରାକାଠ ଚାଲାଣ ଏବେ ନିତିଦିନିଆ ଘଟଣାରେ ପରିଣତ ହୋଇଛି । ଜଙ୍ଗଲ ଭିତରେ ଥିବା ମୂଲ୍ୟବାନ ଗଛଗୁଡ଼ିକ କାଟି ଚୋରାକାରବାରୀମାନେ ରାତି ଅନ୍ଧାରରେ ଗାଡ଼ିରେ ବୋହି ନେଉଛନ୍ତି । ବିଭାଗୀୟ କର୍ମଚାରୀଙ୍କ ଆଖିକୁ ଧୂଳି ଦେଇ ଏହି କାରବାର ଚାଲିଛି । <box>6 369 358 433</box>
grid-cell: 1 <box>322 1163 340 1178</box>
contact-ads-email[interactable]: E-mail:advt@dharitri.com <box>1225 858 1413 874</box>
feature-para: ଶ୍ରୀଜଗନ୍ନାଥ ସଂସ୍କୃତି ଓଡ଼ିଶାର ଧର୍ମୀୟ ଜୀବନର କେନ୍ଦ୍ରବିନ୍ଦୁ । ଏଥିରେ ସମସ୍ତ ଧର୍ମର ସମନ୍ୱୟ ଘଟିଛି । ଜାତି, ଧର୍ମ, ବର୍ଣ୍ଣ ନିର୍ବିଶେଷରେ ସମସ୍ତେ ମହାପ୍ରଭୁଙ୍କ ପାଖରେ ସମାନ । ଏହା ହିଁ ଓଡ଼ିଶାର ଧର୍ମଧାରାର ବିଶେଷତ୍ୱ । <box>1144 489 1494 537</box>
letter1-headline: ଅଭିନବ ଠକାମି <box>507 866 633 892</box>
sudoku-note: ଏହାର ଉତ୍ତର ଆସନ୍ତାକାଲି ପ୍ରକାଶ ପାଇବ । <box>83 1113 281 1127</box>
letter3-body: ଉଦ୍‌ଯୋଗପତି ହିନ୍ଦୁସ୍ତାନରେ ଅନେକ ବ୍ୟକ୍ତିଗତ ସ୍ୱାର୍ଥ ରହିଛି । ଯାହା ସରକାରୀ ନୀତିରେ ପ୍ରତିଫଳିତ ହେଉଛି । ସାଧାରଣ ଲୋକଙ୍କ ସମସ୍ୟା ପ୍ରତି ସରକାର ଧ୍ୟାନ ଦେବା ଉଚିତ । <box>766 904 1126 949</box>
grid-cell <box>133 809 166 842</box>
grid-cell: 1 <box>269 1148 287 1163</box>
mail-icon <box>821 869 855 891</box>
column-divider <box>1141 0 1143 2330</box>
feature-para: ଓଡ଼ିଶାର ଧର୍ମୀୟ ଜୀବନଧାରାରେ ଯେଉଁ ବୈଚିତ୍ର୍ୟ ରହିଛି ତାହା ଅନ୍ୟତ୍ର ବିରଳ । ଶୈବ, ଶାକ୍ତ, ବୈଷ୍ଣବ, ବୌଦ୍ଧ ଓ ଜୈନ ଧର୍ମ ଏଠାରେ ବିଭିନ୍ନ ସମୟରେ ପ୍ରସାର ଲାଭ କରିଥିଲା । ସମ୍ରାଟ ଅଶୋକଙ୍କ କଳିଙ୍ଗ ଯୁଦ୍ଧ ପରେ ବୌଦ୍ଧ ଧର୍ମ ଏଠାରେ ବ୍ୟାପକ ପ୍ରସାର ଲାଭ କରିଥିଲା । <box>1144 368 1494 433</box>
grid-cell: 4 <box>217 1193 235 1208</box>
grid-cell <box>34 941 67 974</box>
quote-line: ପୋଥିପତ୍ର ଛାଡ଼ି ଯା'ନ୍ତୁ <box>1243 72 1395 92</box>
grid-cell <box>166 974 199 1007</box>
grid-cell <box>67 941 100 974</box>
